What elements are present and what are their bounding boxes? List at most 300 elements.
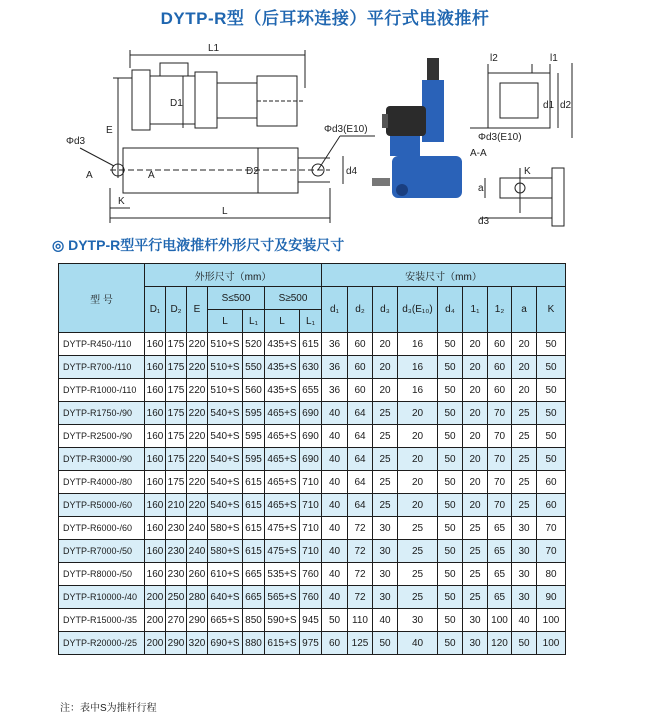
header-D1: D₁ [145,287,166,333]
table-cell: 230 [166,517,187,540]
table-cell: 595 [243,425,265,448]
table-cell: 565+S [265,586,300,609]
table-cell: 465+S [265,494,300,517]
table-row [59,379,566,402]
table-row [59,609,566,632]
table-cell: 65 [488,563,512,586]
table-cell: 175 [166,333,187,356]
header-d4: d₄ [438,287,463,333]
table-cell: 25 [398,517,438,540]
table-cell: 50 [438,609,463,632]
table-cell: 25 [512,471,537,494]
spec-table [58,263,566,655]
table-cell: 50 [438,471,463,494]
table-cell: 595 [243,448,265,471]
table-cell: 70 [488,494,512,517]
table-cell: 615 [243,540,265,563]
table-cell: 240 [187,540,208,563]
table-cell: 25 [373,448,398,471]
table-cell: 465+S [265,448,300,471]
table-cell: 690 [300,425,322,448]
table-cell: 640+S [208,586,243,609]
table-cell: 64 [348,402,373,425]
table-cell: 50 [373,632,398,655]
table-cell: 25 [512,402,537,425]
table-cell: 25 [463,586,488,609]
table-cell: 435+S [265,333,300,356]
table-cell: 25 [373,402,398,425]
table-cell: 20 [512,333,537,356]
table-cell: 665+S [208,609,243,632]
table-cell: 25 [398,586,438,609]
header-d3-e10: d₃(E₁₀) [398,287,438,333]
table-cell: 435+S [265,379,300,402]
table-cell: 100 [537,609,566,632]
table-cell: 50 [438,425,463,448]
table-cell: 220 [187,471,208,494]
model-cell: DYTP-R700-/110 [59,356,145,379]
table-cell: 16 [398,379,438,402]
spec-table-body [59,333,566,655]
table-cell: 220 [187,494,208,517]
table-cell: 60 [537,471,566,494]
table-cell: 615+S [265,632,300,655]
table-cell: 20 [398,448,438,471]
header-outline: 外形尺寸（mm） [145,264,322,287]
table-cell: 50 [438,563,463,586]
table-cell: 40 [322,402,348,425]
model-cell: DYTP-R15000-/35 [59,609,145,632]
table-cell: 100 [488,609,512,632]
table-row [59,540,566,563]
table-cell: 50 [438,356,463,379]
table-cell: 760 [300,586,322,609]
table-cell: 945 [300,609,322,632]
table-cell: 540+S [208,425,243,448]
header-install: 安装尺寸（mm） [322,264,566,287]
table-cell: 510+S [208,333,243,356]
header-L-b: L [265,310,300,333]
table-cell: 160 [145,540,166,563]
label-l2: l2 [490,53,498,64]
table-row [59,402,566,425]
table-cell: 20 [463,471,488,494]
table-cell: 25 [512,448,537,471]
table-cell: 50 [438,540,463,563]
table-cell: 72 [348,586,373,609]
table-cell: 20 [398,425,438,448]
table-cell: 60 [488,333,512,356]
table-cell: 40 [322,540,348,563]
model-cell: DYTP-R4000-/80 [59,471,145,494]
table-cell: 690 [300,448,322,471]
table-cell: 72 [348,517,373,540]
table-cell: 20 [398,494,438,517]
header-K: K [537,287,566,333]
table-cell: 30 [373,540,398,563]
table-cell: 40 [322,425,348,448]
table-cell: 580+S [208,517,243,540]
table-cell: 60 [488,379,512,402]
table-cell: 50 [438,494,463,517]
label-d2: d2 [560,100,572,111]
model-cell: DYTP-R20000-/25 [59,632,145,655]
header-D2: D₂ [166,287,187,333]
table-cell: 20 [373,333,398,356]
table-cell: 90 [537,586,566,609]
table-cell: 50 [438,448,463,471]
table-cell: 25 [463,540,488,563]
table-cell: 30 [512,517,537,540]
table-cell: 40 [322,448,348,471]
table-cell: 690+S [208,632,243,655]
table-cell: 30 [463,609,488,632]
table-cell: 710 [300,494,322,517]
table-cell: 20 [463,425,488,448]
header-s-le-500: S≤500 [208,287,265,310]
table-cell: 220 [187,448,208,471]
table-cell: 40 [322,586,348,609]
model-cell: DYTP-R5000-/60 [59,494,145,517]
table-cell: 60 [348,333,373,356]
table-cell: 475+S [265,517,300,540]
label-d3: d3 [478,216,490,227]
product-photo [372,58,472,208]
label-D1: D1 [170,98,183,109]
table-cell: 50 [438,402,463,425]
table-cell: 220 [187,356,208,379]
table-cell: 16 [398,356,438,379]
table-cell: 615 [300,333,322,356]
table-cell: 160 [145,563,166,586]
table-cell: 50 [438,632,463,655]
table-cell: 710 [300,517,322,540]
label-E: E [106,125,113,136]
table-cell: 65 [488,540,512,563]
table-cell: 160 [145,517,166,540]
table-cell: 25 [463,563,488,586]
label-L: L [222,206,228,217]
table-cell: 175 [166,356,187,379]
table-cell: 465+S [265,402,300,425]
model-cell: DYTP-R2500-/90 [59,425,145,448]
table-cell: 320 [187,632,208,655]
table-cell: 72 [348,540,373,563]
table-cell: 20 [463,448,488,471]
label-A-left: A [86,170,93,181]
table-cell: 50 [537,356,566,379]
table-cell: 160 [145,379,166,402]
model-cell: DYTP-R10000-/40 [59,586,145,609]
table-cell: 60 [537,494,566,517]
label-A-right: A [148,170,155,181]
table-row [59,471,566,494]
table-cell: 580+S [208,540,243,563]
table-cell: 70 [488,402,512,425]
header-model: 型 号 [59,264,145,333]
table-cell: 125 [348,632,373,655]
table-cell: 60 [348,379,373,402]
table-cell: 50 [438,517,463,540]
table-cell: 36 [322,356,348,379]
table-cell: 50 [537,402,566,425]
table-cell: 65 [488,586,512,609]
table-cell: 160 [145,471,166,494]
model-cell: DYTP-R6000-/60 [59,517,145,540]
table-cell: 710 [300,540,322,563]
table-cell: 30 [512,586,537,609]
label-d1: d1 [543,100,555,111]
table-cell: 175 [166,471,187,494]
table-row [59,356,566,379]
table-cell: 975 [300,632,322,655]
table-row [59,632,566,655]
table-cell: 25 [512,494,537,517]
table-cell: 880 [243,632,265,655]
table-cell: 435+S [265,356,300,379]
table-cell: 40 [398,632,438,655]
table-cell: 50 [438,333,463,356]
table-cell: 595 [243,402,265,425]
table-cell: 20 [463,494,488,517]
header-L1-a: L₁ [243,310,265,333]
table-cell: 615 [243,471,265,494]
table-cell: 850 [243,609,265,632]
table-cell: 665 [243,586,265,609]
table-cell: 65 [488,517,512,540]
table-cell: 710 [300,471,322,494]
table-cell: 610+S [208,563,243,586]
table-cell: 175 [166,402,187,425]
header-l1: 1₁ [463,287,488,333]
table-cell: 20 [398,471,438,494]
table-cell: 20 [463,379,488,402]
table-cell: 70 [537,517,566,540]
label-A-A: A-A [470,148,487,159]
table-cell: 50 [537,425,566,448]
table-cell: 70 [537,540,566,563]
table-cell: 250 [166,586,187,609]
table-cell: 655 [300,379,322,402]
table-cell: 25 [373,425,398,448]
label-L1: L1 [208,43,220,54]
table-cell: 25 [512,425,537,448]
table-cell: 230 [166,563,187,586]
table-cell: 230 [166,540,187,563]
table-cell: 540+S [208,494,243,517]
table-cell: 520 [243,333,265,356]
table-cell: 665 [243,563,265,586]
table-cell: 615 [243,517,265,540]
table-cell: 30 [373,517,398,540]
table-cell: 50 [512,632,537,655]
header-l2: 1₂ [488,287,512,333]
table-cell: 290 [187,609,208,632]
table-cell: 510+S [208,379,243,402]
label-phi-d3-left: Φd3 [66,136,86,147]
table-cell: 175 [166,448,187,471]
table-cell: 50 [438,586,463,609]
model-cell: DYTP-R8000-/50 [59,563,145,586]
table-cell: 70 [488,425,512,448]
table-cell: 40 [512,609,537,632]
section-title: ◎ DYTP-R型平行电液推杆外形尺寸及安装尺寸 [52,237,345,253]
table-row [59,563,566,586]
table-cell: 60 [348,356,373,379]
table-cell: 510+S [208,356,243,379]
table-cell: 160 [145,333,166,356]
table-cell: 220 [187,402,208,425]
table-cell: 40 [322,471,348,494]
table-cell: 16 [398,333,438,356]
table-cell: 50 [537,379,566,402]
header-a: a [512,287,537,333]
table-cell: 30 [373,586,398,609]
table-cell: 120 [488,632,512,655]
table-cell: 550 [243,356,265,379]
table-cell: 25 [463,517,488,540]
table-cell: 70 [488,471,512,494]
header-L1-b: L₁ [300,310,322,333]
table-cell: 40 [322,563,348,586]
table-cell: 540+S [208,448,243,471]
table-cell: 80 [537,563,566,586]
table-cell: 220 [187,379,208,402]
label-D2: D2 [246,166,259,177]
table-cell: 64 [348,471,373,494]
table-cell: 64 [348,494,373,517]
table-cell: 240 [187,517,208,540]
header-d3: d₃ [373,287,398,333]
label-phi-d3-e10-b: Φd3(E10) [478,132,522,143]
table-cell: 175 [166,425,187,448]
model-cell: DYTP-R3000-/90 [59,448,145,471]
table-cell: 760 [300,563,322,586]
label-a: a [478,183,484,194]
table-cell: 615 [243,494,265,517]
table-cell: 25 [373,471,398,494]
table-row [59,333,566,356]
table-cell: 30 [373,563,398,586]
table-cell: 200 [145,632,166,655]
table-cell: 64 [348,425,373,448]
label-K-b: K [524,166,531,177]
table-cell: 280 [187,586,208,609]
label-K: K [118,196,125,207]
table-cell: 160 [145,448,166,471]
table-cell: 64 [348,448,373,471]
table-cell: 160 [145,425,166,448]
label-phi-d3-e10: Φd3(E10) [324,124,368,135]
table-cell: 160 [145,356,166,379]
table-cell: 465+S [265,425,300,448]
table-cell: 475+S [265,540,300,563]
table-cell: 20 [373,379,398,402]
header-d1: d₁ [322,287,348,333]
header-s-ge-500: S≥500 [265,287,322,310]
table-cell: 36 [322,379,348,402]
model-cell: DYTP-R450-/110 [59,333,145,356]
table-row [59,494,566,517]
table-cell: 20 [463,402,488,425]
header-E: E [187,287,208,333]
table-cell: 590+S [265,609,300,632]
table-cell: 30 [512,563,537,586]
header-L-a: L [208,310,243,333]
table-cell: 70 [488,448,512,471]
table-cell: 36 [322,333,348,356]
table-cell: 200 [145,586,166,609]
dimension-drawing [0,28,650,228]
table-cell: 465+S [265,471,300,494]
table-cell: 270 [166,609,187,632]
table-cell: 72 [348,563,373,586]
table-cell: 60 [488,356,512,379]
table-cell: 50 [537,333,566,356]
footnote: 注：表中S为推杆行程 [60,703,157,714]
table-cell: 220 [187,333,208,356]
table-cell: 690 [300,402,322,425]
table-cell: 100 [537,632,566,655]
table-cell: 20 [463,333,488,356]
table-cell: 540+S [208,402,243,425]
table-row [59,517,566,540]
table-cell: 20 [398,402,438,425]
model-cell: DYTP-R1750-/90 [59,402,145,425]
table-row [59,425,566,448]
table-cell: 210 [166,494,187,517]
table-cell: 50 [322,609,348,632]
table-cell: 30 [398,609,438,632]
table-cell: 110 [348,609,373,632]
table-cell: 175 [166,379,187,402]
table-cell: 30 [463,632,488,655]
table-cell: 25 [398,563,438,586]
table-row [59,448,566,471]
model-cell: DYTP-R7000-/50 [59,540,145,563]
table-cell: 20 [463,356,488,379]
label-d4: d4 [346,166,358,177]
table-cell: 60 [322,632,348,655]
table-cell: 220 [187,425,208,448]
table-cell: 200 [145,609,166,632]
table-cell: 40 [322,517,348,540]
label-l1: l1 [550,53,558,64]
table-cell: 25 [398,540,438,563]
table-cell: 50 [537,448,566,471]
table-cell: 40 [373,609,398,632]
table-row [59,586,566,609]
table-cell: 40 [322,494,348,517]
table-cell: 630 [300,356,322,379]
header-d2: d₂ [348,287,373,333]
table-cell: 50 [438,379,463,402]
table-cell: 25 [373,494,398,517]
table-cell: 560 [243,379,265,402]
model-cell: DYTP-R1000-/110 [59,379,145,402]
table-cell: 540+S [208,471,243,494]
page-title: DYTP-R型（后耳环连接）平行式电液推杆 [160,9,490,28]
table-cell: 20 [373,356,398,379]
table-cell: 535+S [265,563,300,586]
table-cell: 290 [166,632,187,655]
table-cell: 160 [145,494,166,517]
table-cell: 20 [512,379,537,402]
table-cell: 20 [512,356,537,379]
table-cell: 260 [187,563,208,586]
table-cell: 30 [512,540,537,563]
table-cell: 160 [145,402,166,425]
